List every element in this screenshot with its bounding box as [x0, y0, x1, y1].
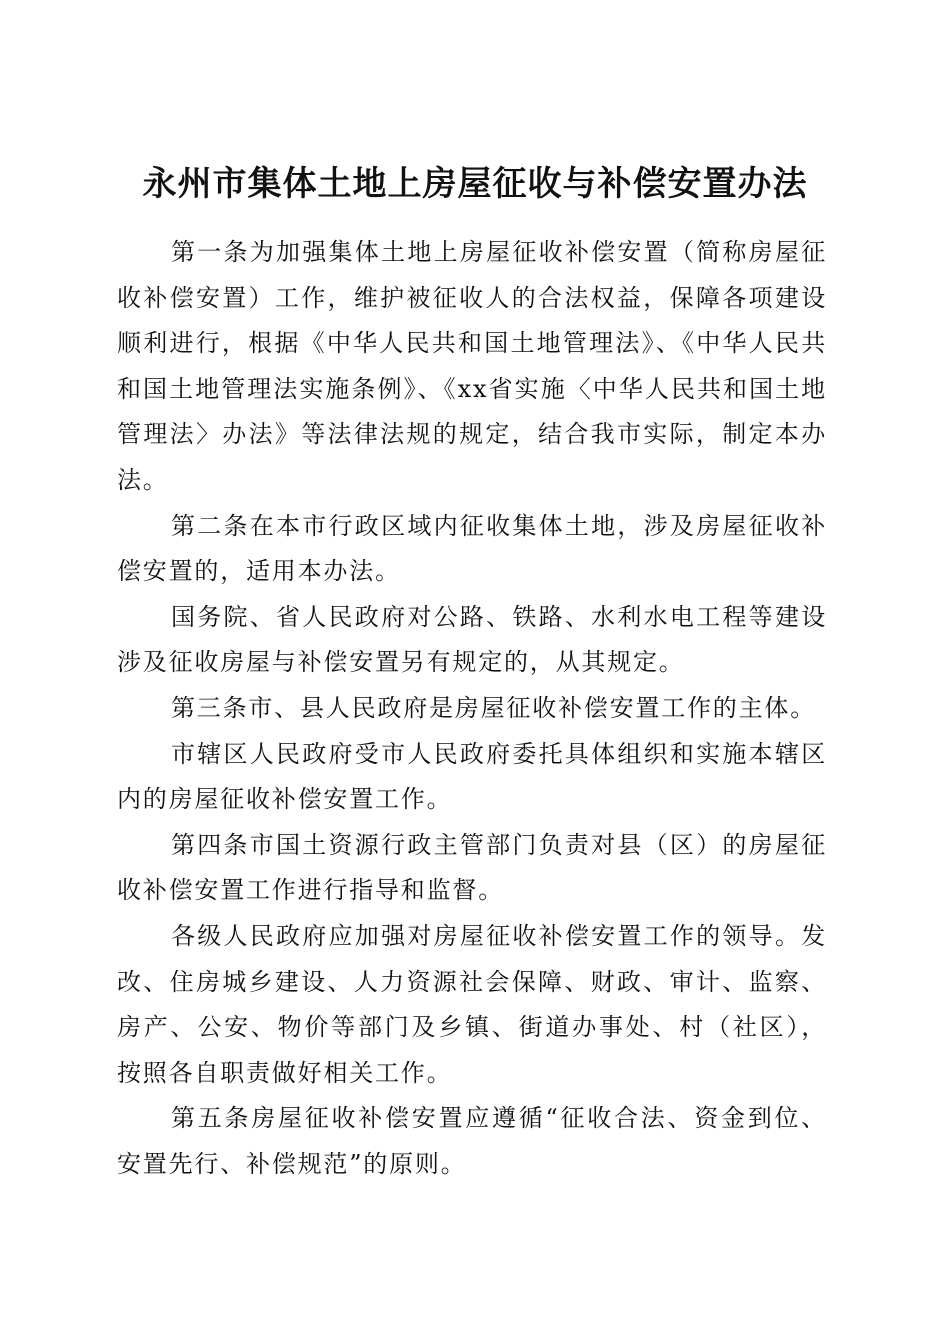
paragraph-article-4-clause: 各级人民政府应加强对房屋征收补偿安置工作的领导。发改、住房城乡建设、人力资源社会保障、财政、审计、监察、房产、公安、物价等部门及乡镇、街道办事处、村（社区），按照各自职责做好相关工作。: [117, 921, 827, 1087]
paragraph-article-1: 第一条为加强集体土地上房屋征收补偿安置（简称房屋征收补偿安置）工作，维护被征收人的合法权益，保障各项建设顺利进行，根据《中华人民共和国土地管理法》、《中华人民共和国土地管理法实施条例》、《xx省实施〈中华人民共和国土地管理法〉办法》等法律法规的规定，结合我市实际，制定本办法。: [117, 238, 827, 494]
paragraph-article-5: 第五条房屋征收补偿安置应遵循“征收合法、资金到位、安置先行、补偿规范”的原则。: [117, 1104, 827, 1178]
paragraph-article-4: 第四条市国土资源行政主管部门负责对县（区）的房屋征收补偿安置工作进行指导和监督。: [117, 830, 827, 905]
document-body: [117, 230, 827, 1187]
paragraph-article-2: 第二条在本市行政区域内征收集体土地，涉及房屋征收补偿安置的，适用本办法。: [117, 511, 827, 586]
document-title: 永州市集体土地上房屋征收与补偿安置办法: [142, 163, 808, 204]
paragraph-article-2-clause: 国务院、省人民政府对公路、铁路、水利水电工程等建设涉及征收房屋与补偿安置另有规定的，从其规定。: [117, 602, 827, 677]
paragraph-article-3-clause: 市辖区人民政府受市人民政府委托具体组织和实施本辖区内的房屋征收补偿安置工作。: [117, 739, 827, 814]
paragraph-article-3: 第三条市、县人民政府是房屋征收补偿安置工作的主体。: [171, 693, 816, 722]
